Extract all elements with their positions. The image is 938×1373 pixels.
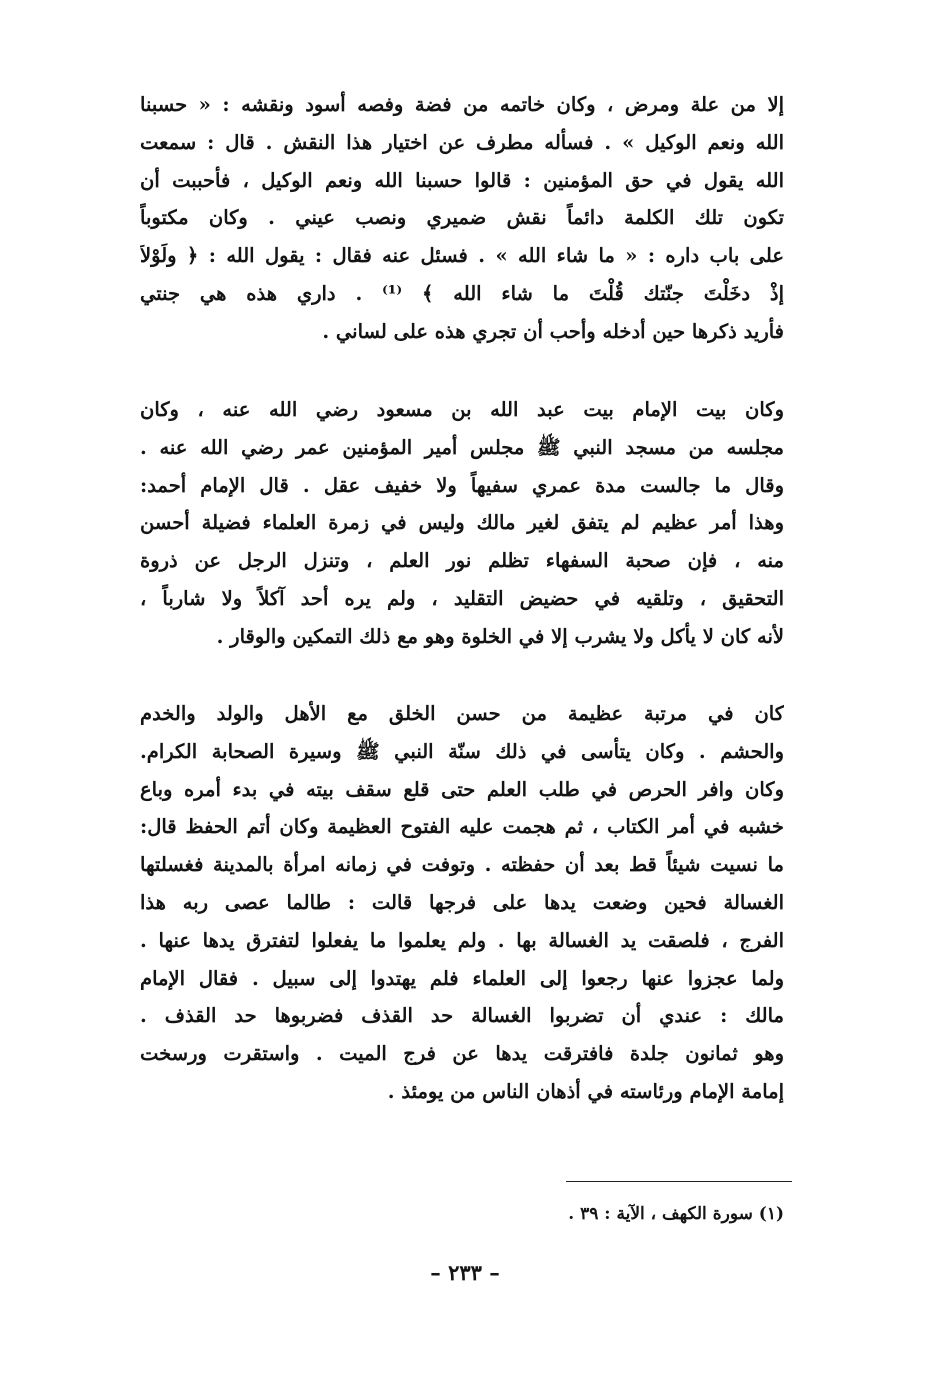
text-line: كان في مرتبة عظيمة من حسن الخلق مع الأهل والولد والخدم: [140, 702, 784, 725]
text-line: وقال ما جالست مدة عمري سفيهاً ولا خفيف عقل . قال الإمام أحمد:: [140, 473, 784, 497]
text-line: وكان بيت الإمام بيت عبد الله بن مسعود رضي الله عنه ، وكان: [140, 398, 784, 421]
text-line: والحشم . وكان يتأسى في ذلك سنّة النبي ﷺ وسيرة الصحابة الكرام.: [140, 739, 784, 763]
text-line: مجلسه من مسجد النبي ﷺ مجلس أمير المؤمنين عمر رضي الله عنه .: [140, 435, 784, 459]
paragraph-3: [140, 695, 784, 1111]
text-line: مالك : عندي أن تضربوا الغسالة حد القذف فضربوها حد القذف .: [140, 1004, 784, 1028]
text-line: على باب داره : « ما شاء الله » . فسئل عنه فقال : يقول الله : ﴿ ولَوْلاَ: [140, 244, 784, 268]
text-line: تكون تلك الكلمة دائماً نقش ضميري ونصب عيني . وكان مكتوباً: [140, 206, 784, 230]
paragraph-1: [140, 86, 784, 351]
text-line: الفرج ، فلصقت يد الغسالة بها . ولم يعلموا ما يفعلوا لتفترق يدها عنها .: [140, 928, 784, 952]
text-line: الله يقول في حق المؤمنين : قالوا حسبنا الله ونعم الوكيل ، فأحببت أن: [140, 168, 784, 192]
text-line: الله ونعم الوكيل » . فسأله مطرف عن اختيار هذا النقش . قال : سمعت: [140, 130, 784, 154]
page-number: – ٢٣٣ –: [430, 1260, 500, 1285]
text-line: فأريد ذكرها حين أدخله وأحب أن تجري هذه على لساني .: [322, 319, 784, 343]
text-line: إمامة الإمام ورئاسته في أذهان الناس من يومئذ .: [387, 1079, 784, 1103]
text-line: ما نسيت شيئاً قط بعد أن حفظته . وتوفت في زمانه امرأة بالمدينة فغسلتها: [140, 853, 784, 877]
text-line-with-footnote-ref: إذْ دخَلْتَ جنّتك قُلْتَ ما شاء الله ﴾ ⁽¹⁾ . داري هذه هي جنتي: [140, 281, 784, 305]
text-line: خشبه في أمر الكتاب ، ثم هجمت عليه الفتوح العظيمة وكان أتم الحفظ قال:: [140, 815, 784, 839]
paragraph-2: [140, 391, 784, 656]
text-line: منه ، فإن صحبة السفهاء تظلم نور العلم ، وتنزل الرجل عن ذروة: [140, 549, 784, 573]
text-line: إلا من علة ومرض ، وكان خاتمه من فضة وفصه أسود ونقشه : « حسبنا: [140, 93, 784, 116]
text-line: ولما عجزوا عنها رجعوا إلى العلماء فلم يهتدوا إلى سبيل . فقال الإمام: [140, 966, 784, 990]
footnote-divider: [566, 1181, 792, 1182]
text-line: التحقيق ، وتلقيه في حضيض التقليد ، ولم يره أحد آكلاً ولا شارباً ،: [140, 586, 784, 610]
text-line: وكان وافر الحرص في طلب العلم حتى قلع سقف بيته في بدء أمره وباع: [140, 777, 784, 801]
footnote: (١) سورة الكهف ، الآية : ٣٩ .: [568, 1204, 784, 1224]
text-line: وهذا أمر عظيم لم يتفق لغير مالك وليس في زمرة العلماء فضيلة أحسن: [140, 511, 784, 535]
text-line: الغسالة فحين وضعت يدها على فرجها قالت : طالما عصى ربه هذا: [140, 890, 784, 914]
text-line: لأنه كان لا يأكل ولا يشرب إلا في الخلوة وهو مع ذلك التمكين والوقار .: [216, 624, 784, 648]
text-line: وهو ثمانون جلدة فافترقت يدها عن فرج الميت . واستقرت ورسخت: [140, 1042, 784, 1066]
